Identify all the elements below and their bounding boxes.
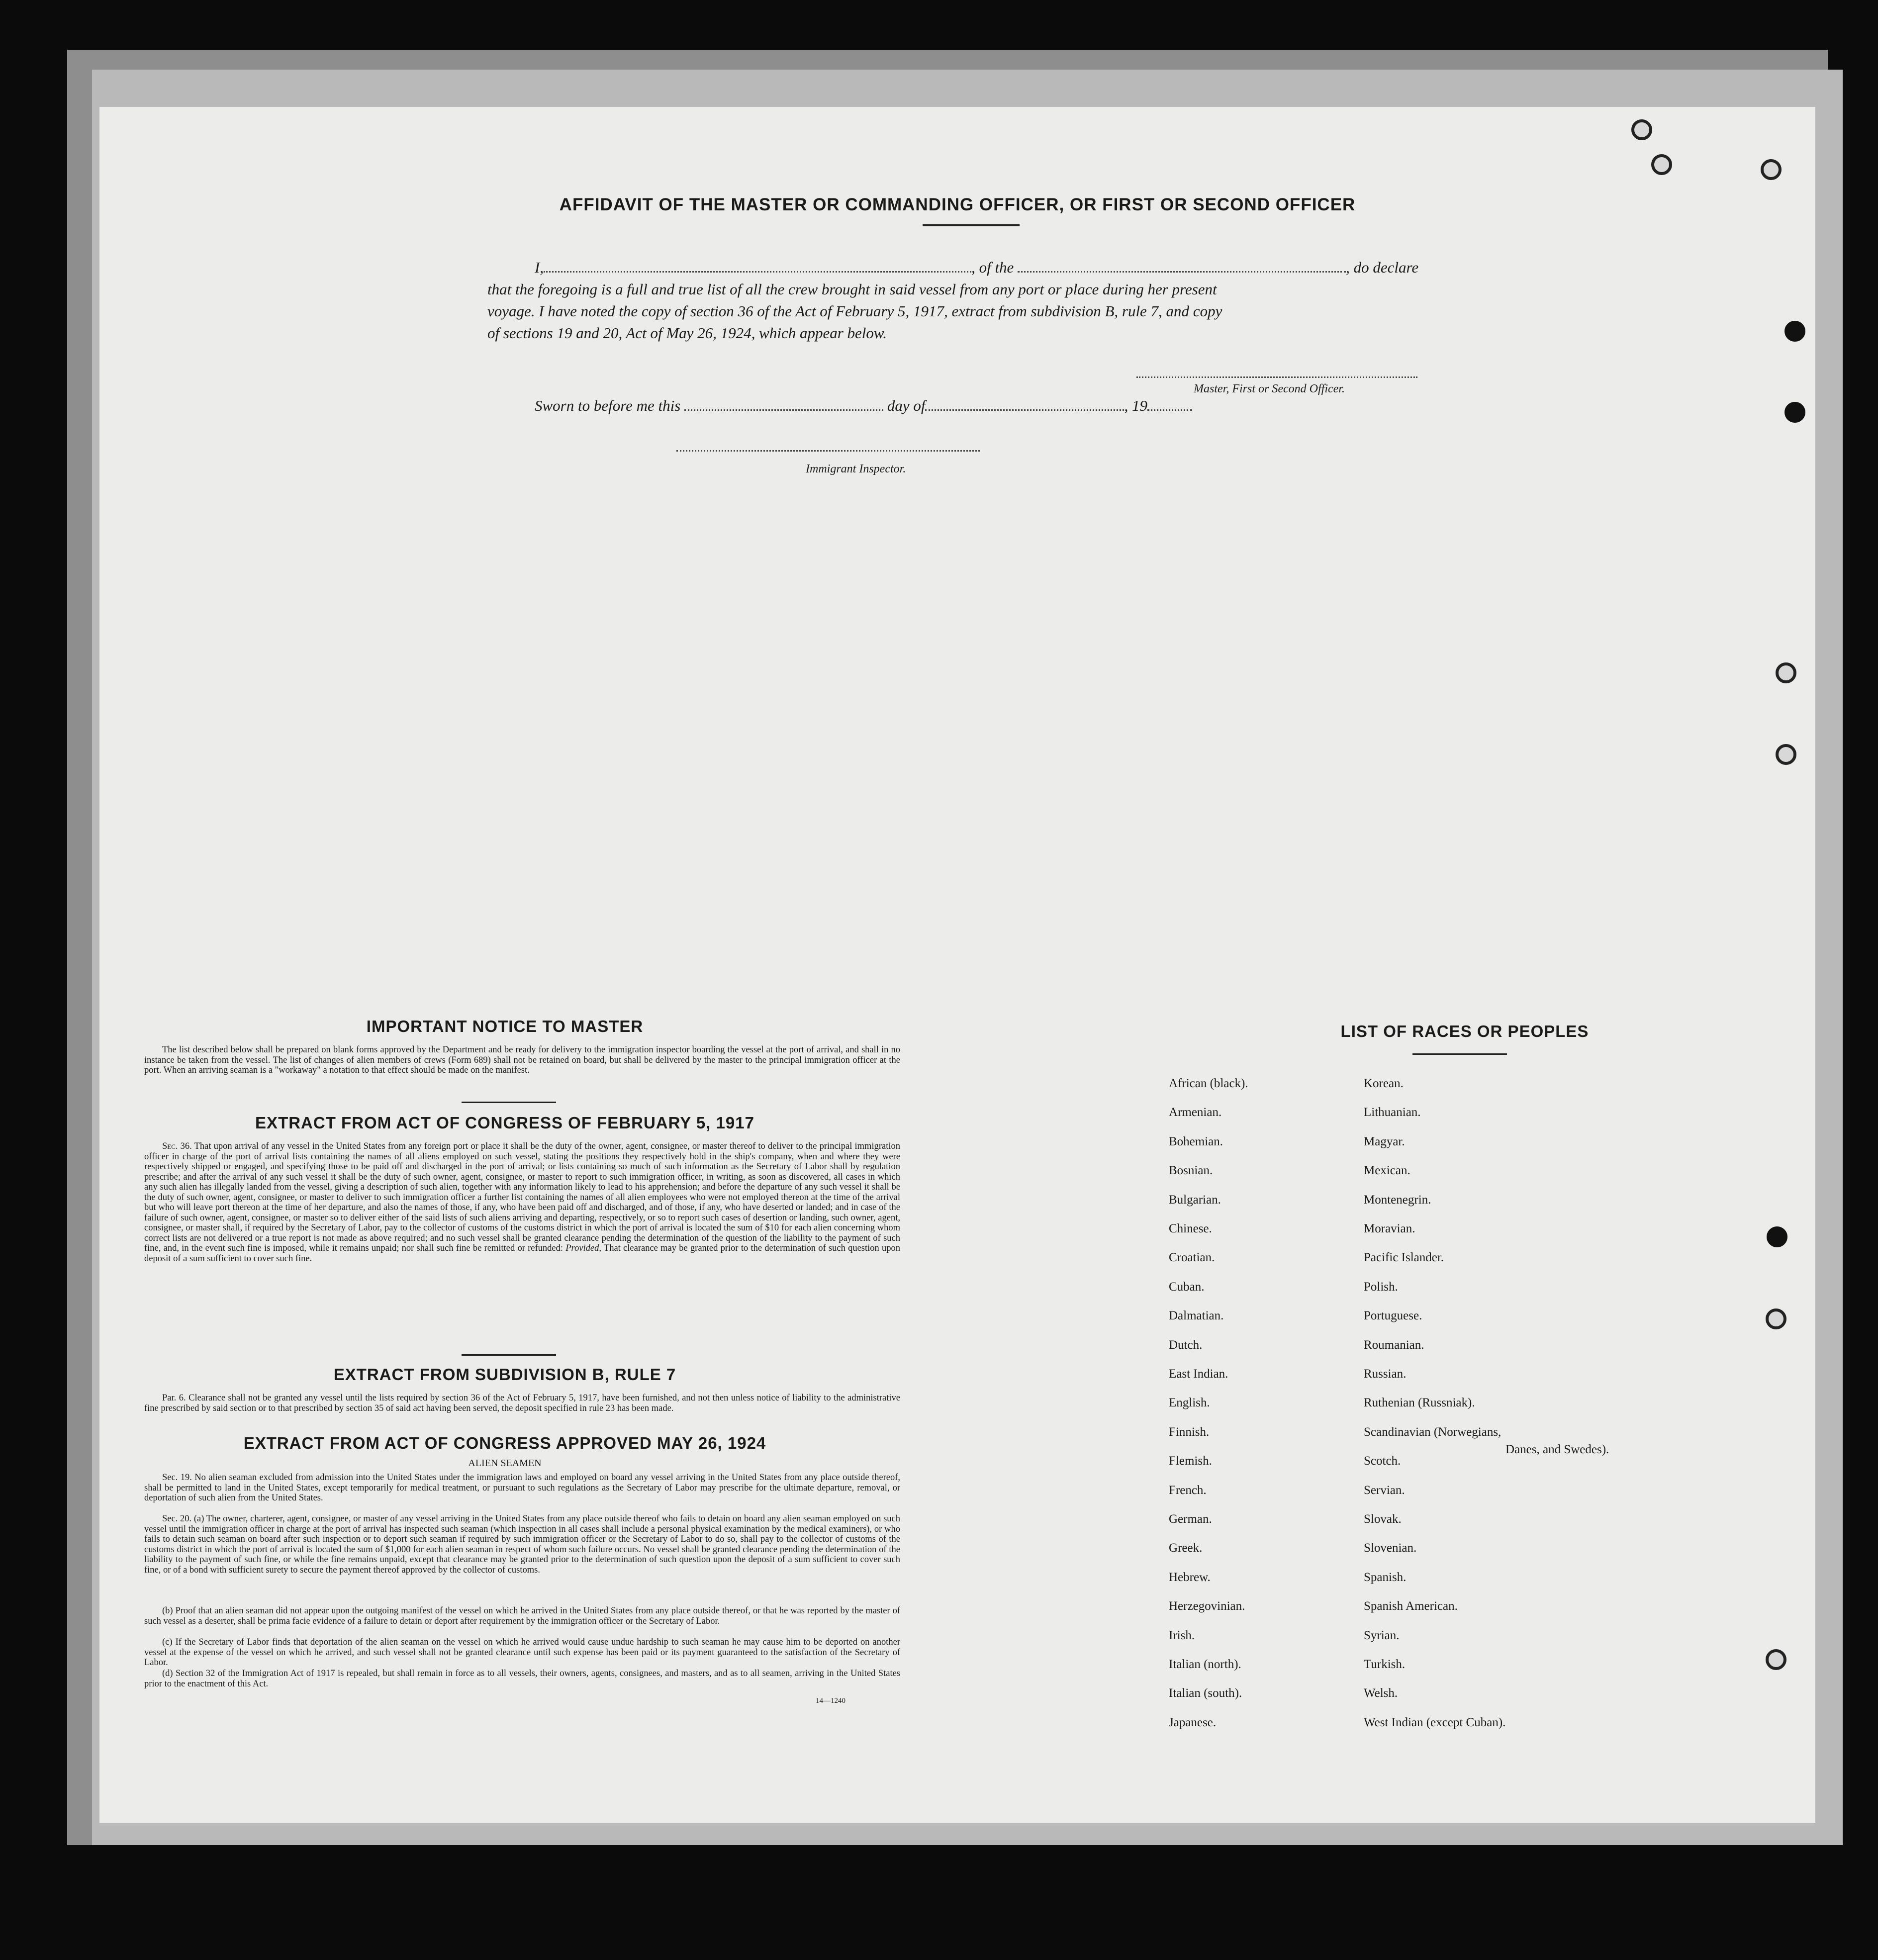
affidavit-line-1 xyxy=(535,256,1559,279)
race-item: Dutch. xyxy=(1169,1338,1203,1352)
extract-1924-title: EXTRACT FROM ACT OF CONGRESS APPROVED MAY 26, 1924 xyxy=(243,1434,766,1452)
binder-hole xyxy=(1784,402,1805,423)
race-item: Herzegovinian. xyxy=(1169,1599,1245,1613)
affidavit-line-3: voyage. I have noted the copy of section 36 of the Act of February 5, 1917, extract from subdivision B, rule 7, and copy xyxy=(487,302,1222,320)
race-scandinavian-continued: Danes, and Swedes). xyxy=(1505,1443,1609,1456)
inspector-signature-line xyxy=(676,450,980,452)
binder-hole xyxy=(1631,119,1652,140)
race-item: French. xyxy=(1169,1483,1207,1497)
vessel-blank xyxy=(1018,257,1346,273)
race-item: Lithuanian. xyxy=(1364,1106,1421,1120)
race-item: Pacific Islander. xyxy=(1364,1251,1444,1265)
race-item: Welsh. xyxy=(1364,1686,1398,1700)
race-item: German. xyxy=(1169,1512,1212,1526)
race-item: Flemish. xyxy=(1169,1454,1212,1468)
race-item: Bulgarian. xyxy=(1169,1193,1221,1207)
race-item: Japanese. xyxy=(1169,1715,1217,1729)
binder-hole xyxy=(1767,1226,1787,1247)
sec-20a-text: Sec. 20. (a) The owner, charterer, agent, consignee, or master of any vessel arriving in the United States from any place outside thereof who fails to detain on board any alien seaman employed on such vessel until the immigration officer in charge at the port of arrival has inspected such seaman (which inspection in all cases shall include a personal physical examination by the medical examiners), or who fails to detain such seaman on board after such inspection or to deport such seaman if required by such immigration officer or the Secretary of Labor to do so, shall pay to the collector of customs of the customs district in which the port of arrival is located the sum of $1,000 for each alien seaman in respect of whom such failure occurs. No vessel shall be granted clearance pending the determination of the liability to the payment of such fine, or while the fine remains unpaid, except that clearance may be granted prior to the determination of such question upon the deposit of a sum sufficient to cover such fine, or of a bond with sufficient surety to secure the payment thereof approved by the collector of customs. xyxy=(144,1514,900,1575)
race-item: Hebrew. xyxy=(1169,1570,1211,1584)
race-item: West Indian (except Cuban). xyxy=(1364,1715,1506,1729)
binder-hole xyxy=(1651,154,1672,175)
binder-hole xyxy=(1776,744,1796,765)
race-item: Montenegrin. xyxy=(1364,1193,1431,1207)
binder-hole xyxy=(1761,159,1782,180)
day-blank xyxy=(684,395,883,411)
notice-text: The list described below shall be prepared on blank forms approved by the Department and be ready for delivery to the immigration inspector boarding the vessel at the port of arrival, and shall in no instance be taken from the vessel. The list of changes of alien members of crews (Form 689) shall not be retained on board, but shall be delivered by the master to the principal immigration officer at the port. When an arriving seaman is a "workaway" a notation to that effect should be made on the manifest. xyxy=(144,1045,900,1075)
affidavit-i: I, xyxy=(535,259,544,276)
races-title: LIST OF RACES OR PEOPLES xyxy=(1340,1022,1589,1040)
race-item: Spanish American. xyxy=(1364,1599,1458,1613)
races-rule xyxy=(1412,1053,1507,1055)
provided-word: Provided, xyxy=(565,1243,602,1253)
name-blank xyxy=(544,257,971,273)
race-item: Russian. xyxy=(1364,1367,1407,1381)
race-item: Magyar. xyxy=(1364,1134,1405,1148)
extract-1917-title: EXTRACT FROM ACT OF CONGRESS OF FEBRUARY 5, 1917 xyxy=(255,1114,754,1132)
manifest-page xyxy=(99,107,1815,1823)
binder-hole xyxy=(1766,1649,1786,1670)
month-blank xyxy=(925,395,1124,411)
race-item: Scandinavian (Norwegians, xyxy=(1364,1425,1502,1439)
notice-rule xyxy=(462,1102,556,1103)
sec-20b-text: (b) Proof that an alien seaman did not appear upon the outgoing manifest of the vessel on which he arrived in the United States from any place outside thereof, or that he was reported by the master of such vessel as a deserter, shall be prima facie evidence of a failure to detain or deport after requirement by the immigration officer or the Secretary of Labor. xyxy=(144,1606,900,1626)
extract-1917-rule xyxy=(462,1354,556,1356)
sec-36-label: Sec. 36. xyxy=(162,1141,192,1151)
race-item: Cuban. xyxy=(1169,1280,1205,1294)
sec-36-end: That clearance may be granted prior to the determination of such question upon deposit of a sum sufficient to cover such fine. xyxy=(144,1243,901,1264)
extract-1917-text xyxy=(144,1141,900,1264)
sec-19-text: Sec. 19. No alien seaman excluded from admission into the United States under the immigration laws and employed on board any vessel arriving in the United States from any place outside thereof, shall be permitted to land in the United States, except temporarily for medical treatment, or pursuant to such regulations as the Secretary of Labor may prescribe for the ultimate departure, removal, or deportation of such alien from the United States. xyxy=(144,1473,900,1503)
sec-36-body: That upon arrival of any vessel in the United States from any foreign port or place it shall be the duty of the owner, agent, consignee, or master thereof to deliver to the principal immigration officer in charge of the port of arrival lists containing the names of all aliens employed on such vessel, stating the positions they respectively hold in the ship's company, when and where they were respectively shipped or engaged, and specifying those to be paid off and discharged in the port of arrival; or lists containing so much of such information as the Secretary of Labor shall by regulation prescribe; and after the arrival of any such vessel it shall be the duty of such owner, agent, consignee, or master to report to such immigration officer, in writing, as soon as discovered, all cases in which any such alien has illegally landed from the vessel, giving a description of such alien, together with any information likely to lead to his apprehension; and before the departure of any such vessel it shall be the duty of such owner, agent, consignee, or master to deliver to such immigration officer a further list containing the names of all alien employees who were not employed thereon at the time of the arrival but who will leave port thereon at the time of her departure, and also the names of those, if any, who have been paid off and discharged, and of those, if any, who have deserted or landed; and in case of the failure of such owner, agent, consignee, or master so to deliver either of the said lists of such aliens arriving and departing, respectively, or so to report such cases of desertion or landing, such owner, agent, consignee, or master shall, if required by the Secretary of Labor, pay to the collector of customs of the customs district in which the port of arrival is located the sum of $10 for each alien concerning whom correct lists are not delivered or a true report is not made as above required; and no such vessel shall be granted clearance pending the determination of the question of the liability to the payment of such fine, and, in the event such fine is imposed, while it remains unpaid; nor shall such fine be remitted or refunded: xyxy=(144,1141,900,1253)
race-item: Roumanian. xyxy=(1364,1338,1424,1352)
race-item: Polish. xyxy=(1364,1280,1398,1294)
race-item: Korean. xyxy=(1364,1077,1404,1090)
race-item: Dalmatian. xyxy=(1169,1309,1224,1323)
alien-seamen-subtitle: ALIEN SEAMEN xyxy=(468,1458,542,1469)
affidavit-of-the: , of the xyxy=(971,259,1014,276)
form-number: 14—1240 xyxy=(816,1697,845,1705)
race-item: Croatian. xyxy=(1169,1251,1215,1265)
race-item: Mexican. xyxy=(1364,1164,1410,1178)
race-item: Scotch. xyxy=(1364,1454,1401,1468)
affidavit-rule xyxy=(923,224,1020,226)
race-item: Ruthenian (Russniak). xyxy=(1364,1396,1475,1410)
rule-7-title: EXTRACT FROM SUBDIVISION B, RULE 7 xyxy=(333,1365,676,1384)
race-item: Bohemian. xyxy=(1169,1134,1223,1148)
inspector-label: Immigrant Inspector. xyxy=(806,463,906,475)
affidavit-line-2: that the foregoing is a full and true list of all the crew brought in said vessel from any port or place during her present xyxy=(487,280,1217,298)
binder-hole xyxy=(1766,1308,1786,1329)
race-item: Italian (north). xyxy=(1169,1658,1241,1671)
race-item: Greek. xyxy=(1169,1541,1203,1555)
affidavit-line-4: of sections 19 and 20, Act of May 26, 1924, which appear below. xyxy=(487,324,887,342)
race-item: Slovak. xyxy=(1364,1512,1402,1526)
rule-7-text: Par. 6. Clearance shall not be granted any vessel until the lists required by section 36 of the Act of February 5, 1917, have been furnished, and not then unless notice of liability to the administrative fine prescribed by said section or to that prescribed by section 35 of said act having been served, the deposit specified in rule 23 has been made. xyxy=(144,1393,900,1413)
year-blank xyxy=(1147,395,1192,411)
sworn-line xyxy=(535,394,1330,417)
race-item: Syrian. xyxy=(1364,1628,1400,1642)
race-item: East Indian. xyxy=(1169,1367,1228,1381)
race-item: Finnish. xyxy=(1169,1425,1210,1439)
race-item: Armenian. xyxy=(1169,1106,1222,1120)
race-item: Servian. xyxy=(1364,1483,1405,1497)
affidavit-title: AFFIDAVIT OF THE MASTER OR COMMANDING OFFICER, OR FIRST OR SECOND OFFICER xyxy=(559,195,1356,214)
binder-hole xyxy=(1776,662,1796,683)
race-item: Chinese. xyxy=(1169,1222,1212,1235)
sworn-text: Sworn to before me this xyxy=(535,397,681,414)
race-item: Slovenian. xyxy=(1364,1541,1417,1555)
year-text: , 19 xyxy=(1124,397,1147,414)
race-item: Bosnian. xyxy=(1169,1164,1213,1178)
sec-20d-text: (d) Section 32 of the Immigration Act of 1917 is repealed, but shall remain in force as to all vessels, their owners, agents, consignees, and masters, and as to all seamen, arriving in the United States prior to the enactment of this Act. xyxy=(144,1669,900,1689)
affidavit-declare: , do declare xyxy=(1346,259,1419,276)
race-item: Italian (south). xyxy=(1169,1686,1242,1700)
race-item: Irish. xyxy=(1169,1628,1195,1642)
sec-20c-text: (c) If the Secretary of Labor finds that deportation of the alien seaman on the vessel on which he arrived would cause undue hardship to such seaman he may cause him to be deported on another vessel at the expense of the vessel on which he arrived, and such vessel shall not be granted clearance until such expense has been paid or its payment guaranteed to the satisfaction of the Secretary of Labor. xyxy=(144,1637,900,1668)
race-item: Spanish. xyxy=(1364,1570,1407,1584)
notice-title: IMPORTANT NOTICE TO MASTER xyxy=(366,1017,644,1035)
binder-hole xyxy=(1784,321,1805,342)
race-item: Moravian. xyxy=(1364,1222,1415,1235)
master-label: Master, First or Second Officer. xyxy=(1194,382,1345,395)
race-item: Turkish. xyxy=(1364,1658,1406,1671)
race-item: Portuguese. xyxy=(1364,1309,1422,1323)
day-of-text: day of xyxy=(887,397,926,414)
race-item: African (black). xyxy=(1169,1077,1248,1090)
race-item: English. xyxy=(1169,1396,1210,1410)
